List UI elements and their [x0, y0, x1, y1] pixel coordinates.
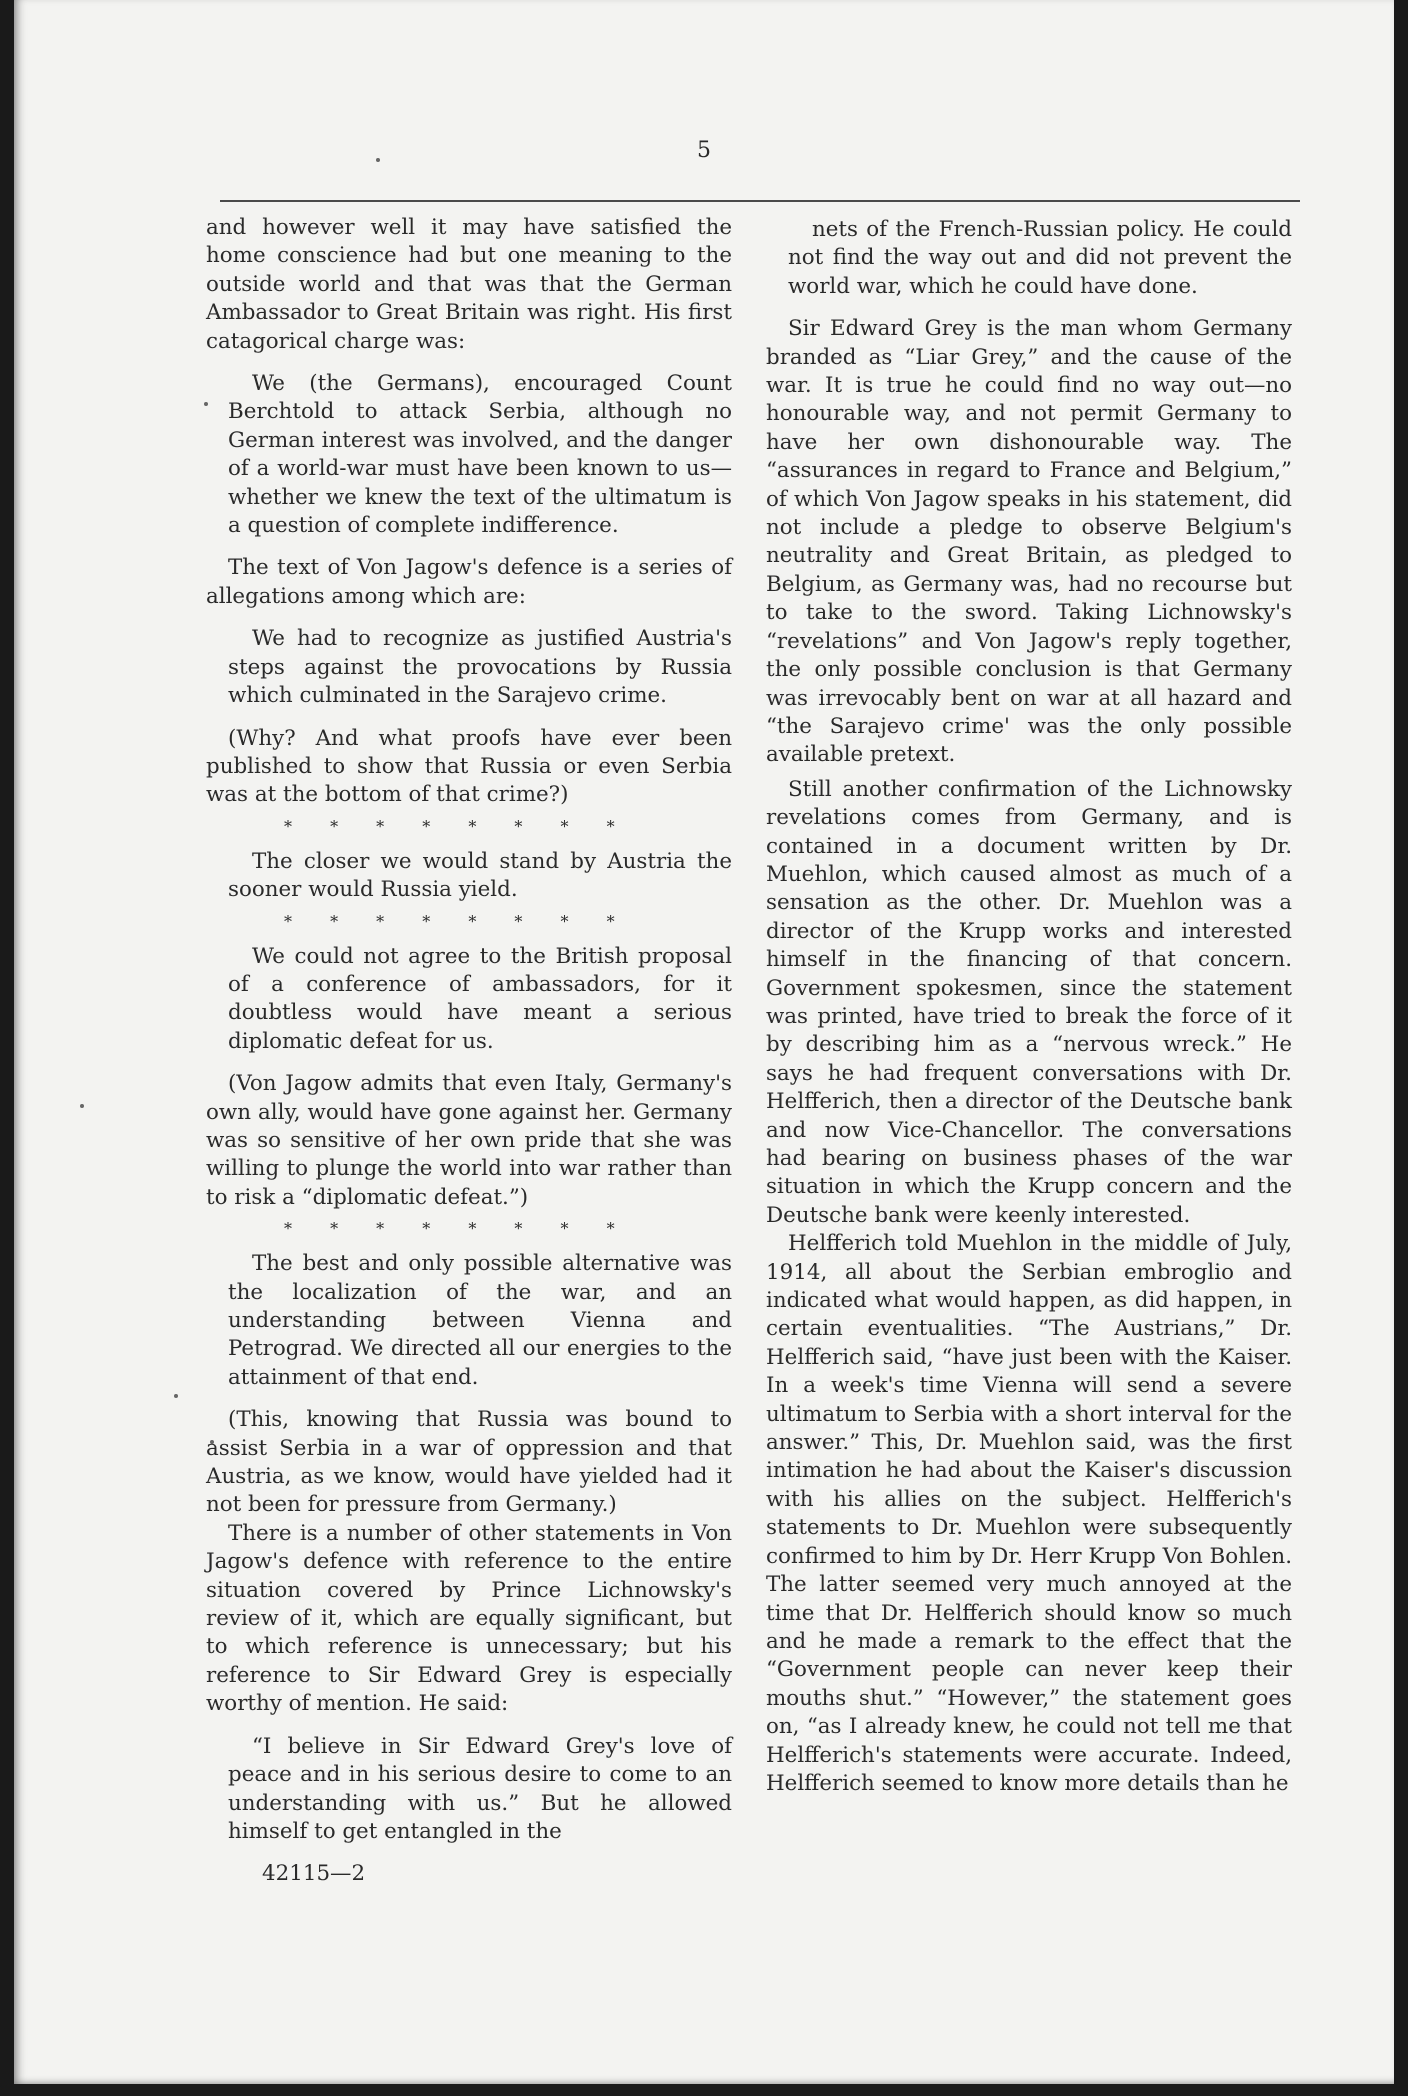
paragraph: and however well it may have satisfied the home conscience had but one meaning to the outside world and that was that the German Ambassador to Great Britain was right. His first catagorical charge was:	[206, 215, 732, 354]
block-quote: We (the Germans), encouraged Count Berchtold to attack Serbia, although no German interest was involved, and the danger of a world-war must have been known to us—whether we knew the text of the ultimatum is a question of complete indifference.	[228, 371, 732, 539]
footer-reference: 42115—2	[262, 1861, 366, 1887]
right-column	[766, 216, 1292, 1798]
ellipsis-stars: * * * * * * * *	[284, 1219, 615, 1239]
ellipsis-stars: * * * * * * * *	[284, 911, 615, 931]
paragraph: (Von Jagow admits that even Italy, Germany's own ally, would have gone against her. Germany was so sensitive of her own pride that she was willing to plunge the world into war rather than to risk a “diplomatic defeat.”)	[206, 1071, 732, 1210]
ellipsis-stars: * * * * * * * *	[284, 816, 615, 836]
block-quote: We had to recognize as justified Austria's steps against the provocations by Russia which culminated in the Sarajevo crime.	[228, 626, 732, 709]
paragraph: There is a number of other statements in Von Jagow's defence with reference to the entire situation covered by Prince Lichnowsky's review of it, which are equally significant, but to which reference is unnecessary; but his reference to Sir Edward Grey is especially worthy of mention. He said:	[206, 1520, 732, 1717]
block-quote: “I believe in Sir Edward Grey's love of peace and in his serious desire to come to an understanding with us.” But he allowed himself to get entangled in the	[228, 1733, 732, 1844]
paragraph: (Why? And what proofs have ever been published to show that Russia or even Serbia was at the bottom of that crime?)	[206, 725, 732, 808]
left-column	[206, 214, 732, 1889]
block-quote: We could not agree to the British proposal of a conference of ambassadors, for it doubtless would have meant a serious diplomatic defeat for us.	[228, 943, 732, 1054]
block-quote: The closer we would stand by Austria the sooner would Russia yield.	[228, 848, 732, 903]
block-quote: The best and only possible alternative was the localization of the war, and an understanding between Vienna and Petrograd. We directed all our energies to the attainment of that end.	[228, 1251, 732, 1390]
document-page	[14, 0, 1394, 2084]
header-rule	[220, 200, 1300, 202]
block-quote: nets of the French-Russian policy. He could not find the way out and did not prevent the world war, which he could have done.	[788, 217, 1292, 299]
paragraph: (This, knowing that Russia was bound to assist Serbia in a war of oppression and that Austria, as we know, would have yielded had it not been for pressure from Germany.)	[206, 1407, 732, 1518]
page-number: 5	[697, 138, 711, 163]
paragraph: Sir Edward Grey is the man whom Germany branded as “Liar Grey,” and the cause of the war. It is true he could find no way out—no honourable way, and not permit Germany to have her own dishonourable way. The “assurances in regard to France and Belgium,” of which Von Jagow speaks in his statement, did not include a pledge to observe Belgium's neutrality and Great Britain, as pledged to Belgium, as Germany was, had no recourse but to take to the sword. Taking Lichnowsky's “revelations” and Von Jagow's reply together, the only possible conclusion is that Germany was irrevocably bent on war at all hazard and “the Sarajevo crime' was the only possible available pretext.	[766, 316, 1292, 768]
paragraph: Still another confirmation of the Lichnowsky revelations comes from Germany, and is contained in a document written by Dr. Muehlon, which caused almost as much of a sensation as the other. Dr. Muehlon was a director of the Krupp works and interested himself in the financing of that concern. Government spokesmen, since the statement was printed, have tried to break the force of it by describing him as a “nervous wreck.” He says he had frequent conversations with Dr. Helfferich, then a director of the Deutsche bank and now Vice-Chancellor. The conversations had bearing on business phases of the war situation in which the Krupp concern and the Deutsche bank were keenly interested.	[766, 776, 1292, 1228]
print-speck	[174, 1394, 178, 1398]
paragraph: The text of Von Jagow's defence is a series of allegations among which are:	[206, 555, 732, 609]
print-speck	[80, 1104, 84, 1108]
print-speck	[376, 158, 380, 162]
paragraph: Helfferich told Muehlon in the middle of July, 1914, all about the Serbian embroglio and indicated what would happen, as did happen, in certain eventualities. “The Austrians,” Dr. Helfferich said, “have just been with the Kaiser. In a week's time Vienna will send a severe ultimatum to Serbia with a short interval for the answer.” This, Dr. Muehlon said, was the first intimation he had about the Kaiser's discussion with his allies on the subject. Helfferich's statements to Dr. Muehlon were subsequently confirmed to him by Dr. Herr Krupp Von Bohlen. The latter seemed very much annoyed at the time that Dr. Helfferich should know so much and he made a remark to the effect that the “Government people can never keep their mouths shut.” “However,” the statement goes on, “as I already knew, he could not tell me that Helfferich's statements were accurate. Indeed, Helfferich seemed to know more details than he	[766, 1231, 1292, 1796]
